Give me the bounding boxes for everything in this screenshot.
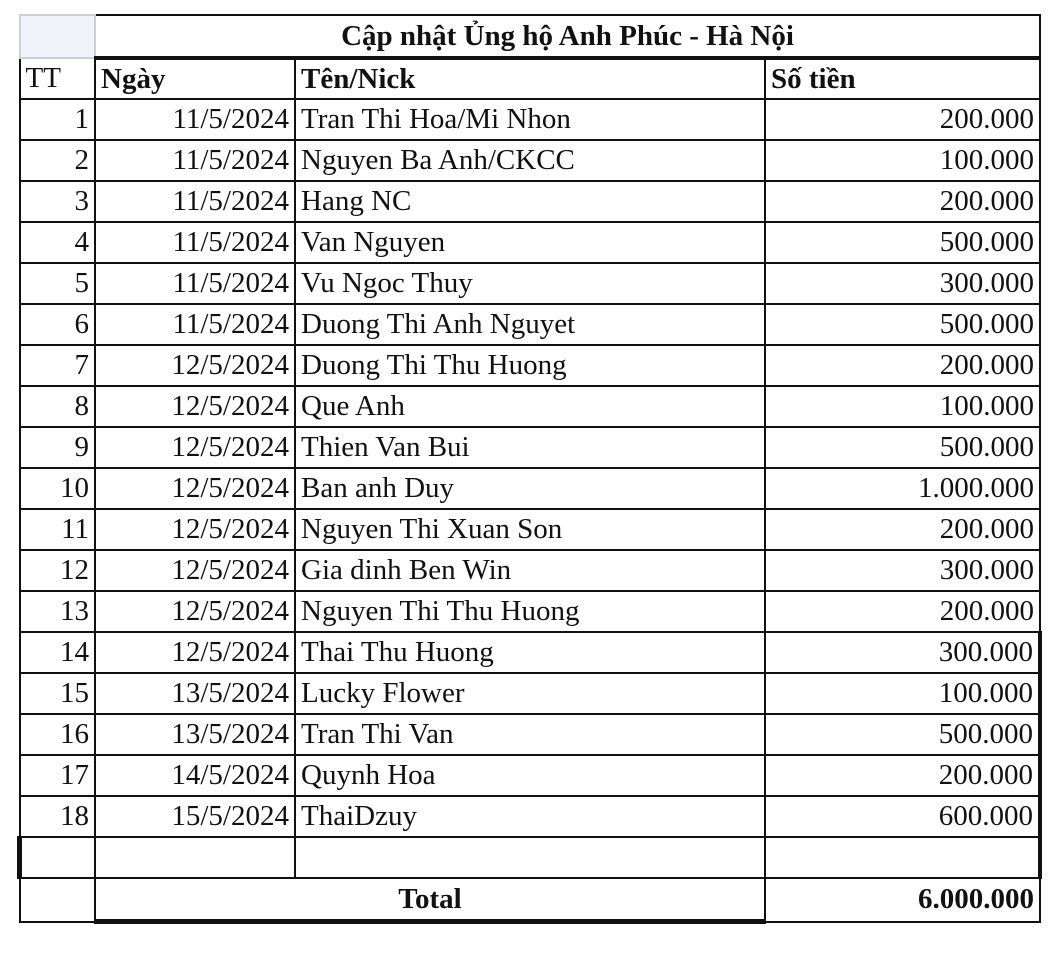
row-index[interactable]: 1 xyxy=(20,99,96,140)
corner-cell[interactable] xyxy=(20,15,96,58)
row-date[interactable]: 12/5/2024 xyxy=(95,509,295,550)
row-name[interactable]: Nguyen Thi Thu Huong xyxy=(295,591,765,632)
row-amount[interactable]: 300.000 xyxy=(765,550,1040,591)
blank-cell[interactable] xyxy=(20,837,96,878)
total-label[interactable]: Total xyxy=(95,878,765,922)
row-name[interactable]: Hang NC xyxy=(295,181,765,222)
row-amount[interactable]: 200.000 xyxy=(765,99,1040,140)
header-row xyxy=(20,58,1041,99)
row-date[interactable]: 13/5/2024 xyxy=(95,673,295,714)
row-name[interactable]: Que Anh xyxy=(295,386,765,427)
row-index[interactable]: 15 xyxy=(20,673,96,714)
row-amount[interactable]: 200.000 xyxy=(765,509,1040,550)
row-index[interactable]: 11 xyxy=(20,509,96,550)
row-amount[interactable]: 100.000 xyxy=(765,673,1040,714)
row-amount[interactable]: 500.000 xyxy=(765,222,1040,263)
table-row xyxy=(20,714,1041,755)
row-date[interactable]: 12/5/2024 xyxy=(95,427,295,468)
title-row xyxy=(20,15,1041,58)
table-row xyxy=(20,427,1041,468)
row-amount[interactable]: 200.000 xyxy=(765,755,1040,796)
table-row xyxy=(20,181,1041,222)
header-tt[interactable]: TT xyxy=(20,58,96,99)
row-name[interactable]: Thien Van Bui xyxy=(295,427,765,468)
row-index[interactable]: 18 xyxy=(20,796,96,837)
row-index[interactable]: 5 xyxy=(20,263,96,304)
row-date[interactable]: 11/5/2024 xyxy=(95,222,295,263)
row-index[interactable]: 9 xyxy=(20,427,96,468)
table-row xyxy=(20,345,1041,386)
row-date[interactable]: 15/5/2024 xyxy=(95,796,295,837)
row-name[interactable]: Quynh Hoa xyxy=(295,755,765,796)
row-name[interactable]: Vu Ngoc Thuy xyxy=(295,263,765,304)
table-row xyxy=(20,222,1041,263)
row-index[interactable]: 3 xyxy=(20,181,96,222)
row-name[interactable]: Nguyen Thi Xuan Son xyxy=(295,509,765,550)
row-index[interactable]: 12 xyxy=(20,550,96,591)
blank-cell[interactable] xyxy=(295,837,765,878)
table-row xyxy=(20,468,1041,509)
row-amount[interactable]: 200.000 xyxy=(765,345,1040,386)
header-name[interactable]: Tên/Nick xyxy=(295,58,765,99)
row-name[interactable]: Tran Thi Hoa/Mi Nhon xyxy=(295,99,765,140)
table-row xyxy=(20,673,1041,714)
total-row xyxy=(20,878,1041,922)
row-amount[interactable]: 100.000 xyxy=(765,386,1040,427)
row-date[interactable]: 11/5/2024 xyxy=(95,304,295,345)
blank-cell[interactable] xyxy=(765,837,1040,878)
table-row xyxy=(20,140,1041,181)
row-name[interactable]: Duong Thi Anh Nguyet xyxy=(295,304,765,345)
blank-cell[interactable] xyxy=(95,837,295,878)
table-row xyxy=(20,632,1041,673)
header-date[interactable]: Ngày xyxy=(95,58,295,99)
row-date[interactable]: 12/5/2024 xyxy=(95,345,295,386)
table-row xyxy=(20,304,1041,345)
row-date[interactable]: 12/5/2024 xyxy=(95,632,295,673)
row-date[interactable]: 11/5/2024 xyxy=(95,263,295,304)
table-row xyxy=(20,509,1041,550)
row-amount[interactable]: 300.000 xyxy=(765,263,1040,304)
table-row xyxy=(20,99,1041,140)
row-name[interactable]: Nguyen Ba Anh/CKCC xyxy=(295,140,765,181)
row-date[interactable]: 11/5/2024 xyxy=(95,181,295,222)
row-index[interactable]: 14 xyxy=(20,632,96,673)
total-value[interactable]: 6.000.000 xyxy=(765,878,1040,922)
row-amount[interactable]: 500.000 xyxy=(765,714,1040,755)
donation-table xyxy=(17,14,1042,924)
row-date[interactable]: 14/5/2024 xyxy=(95,755,295,796)
row-date[interactable]: 12/5/2024 xyxy=(95,591,295,632)
table-row xyxy=(20,755,1041,796)
row-index[interactable]: 7 xyxy=(20,345,96,386)
row-name[interactable]: Lucky Flower xyxy=(295,673,765,714)
row-name[interactable]: ThaiDzuy xyxy=(295,796,765,837)
table-row xyxy=(20,386,1041,427)
row-date[interactable]: 12/5/2024 xyxy=(95,550,295,591)
row-amount[interactable]: 500.000 xyxy=(765,427,1040,468)
row-amount[interactable]: 300.000 xyxy=(765,632,1040,673)
row-name[interactable]: Tran Thi Van xyxy=(295,714,765,755)
row-index[interactable]: 8 xyxy=(20,386,96,427)
row-index[interactable]: 16 xyxy=(20,714,96,755)
row-amount[interactable]: 1.000.000 xyxy=(765,468,1040,509)
row-name[interactable]: Duong Thi Thu Huong xyxy=(295,345,765,386)
table-row xyxy=(20,263,1041,304)
row-date[interactable]: 13/5/2024 xyxy=(95,714,295,755)
row-amount[interactable]: 200.000 xyxy=(765,591,1040,632)
row-amount[interactable]: 200.000 xyxy=(765,181,1040,222)
row-date[interactable]: 11/5/2024 xyxy=(95,140,295,181)
row-index[interactable]: 13 xyxy=(20,591,96,632)
row-date[interactable]: 12/5/2024 xyxy=(95,468,295,509)
row-date[interactable]: 11/5/2024 xyxy=(95,99,295,140)
row-date[interactable]: 12/5/2024 xyxy=(95,386,295,427)
row-index[interactable]: 17 xyxy=(20,755,96,796)
row-name[interactable]: Van Nguyen xyxy=(295,222,765,263)
table-row xyxy=(20,796,1041,837)
row-amount[interactable]: 500.000 xyxy=(765,304,1040,345)
row-index[interactable]: 4 xyxy=(20,222,96,263)
row-name[interactable]: Gia dinh Ben Win xyxy=(295,550,765,591)
donation-sheet xyxy=(17,14,1042,924)
row-index[interactable]: 2 xyxy=(20,140,96,181)
table-row xyxy=(20,591,1041,632)
row-index[interactable]: 10 xyxy=(20,468,96,509)
row-amount[interactable]: 600.000 xyxy=(765,796,1040,837)
sheet-title[interactable]: Cập nhật Ủng hộ Anh Phúc - Hà Nội xyxy=(95,15,1040,58)
header-amount[interactable]: Số tiền xyxy=(765,58,1040,99)
row-amount[interactable]: 100.000 xyxy=(765,140,1040,181)
table-row xyxy=(20,550,1041,591)
blank-row xyxy=(20,837,1041,878)
row-name[interactable]: Ban anh Duy xyxy=(295,468,765,509)
row-index[interactable]: 6 xyxy=(20,304,96,345)
total-empty-cell[interactable] xyxy=(20,878,96,922)
row-name[interactable]: Thai Thu Huong xyxy=(295,632,765,673)
